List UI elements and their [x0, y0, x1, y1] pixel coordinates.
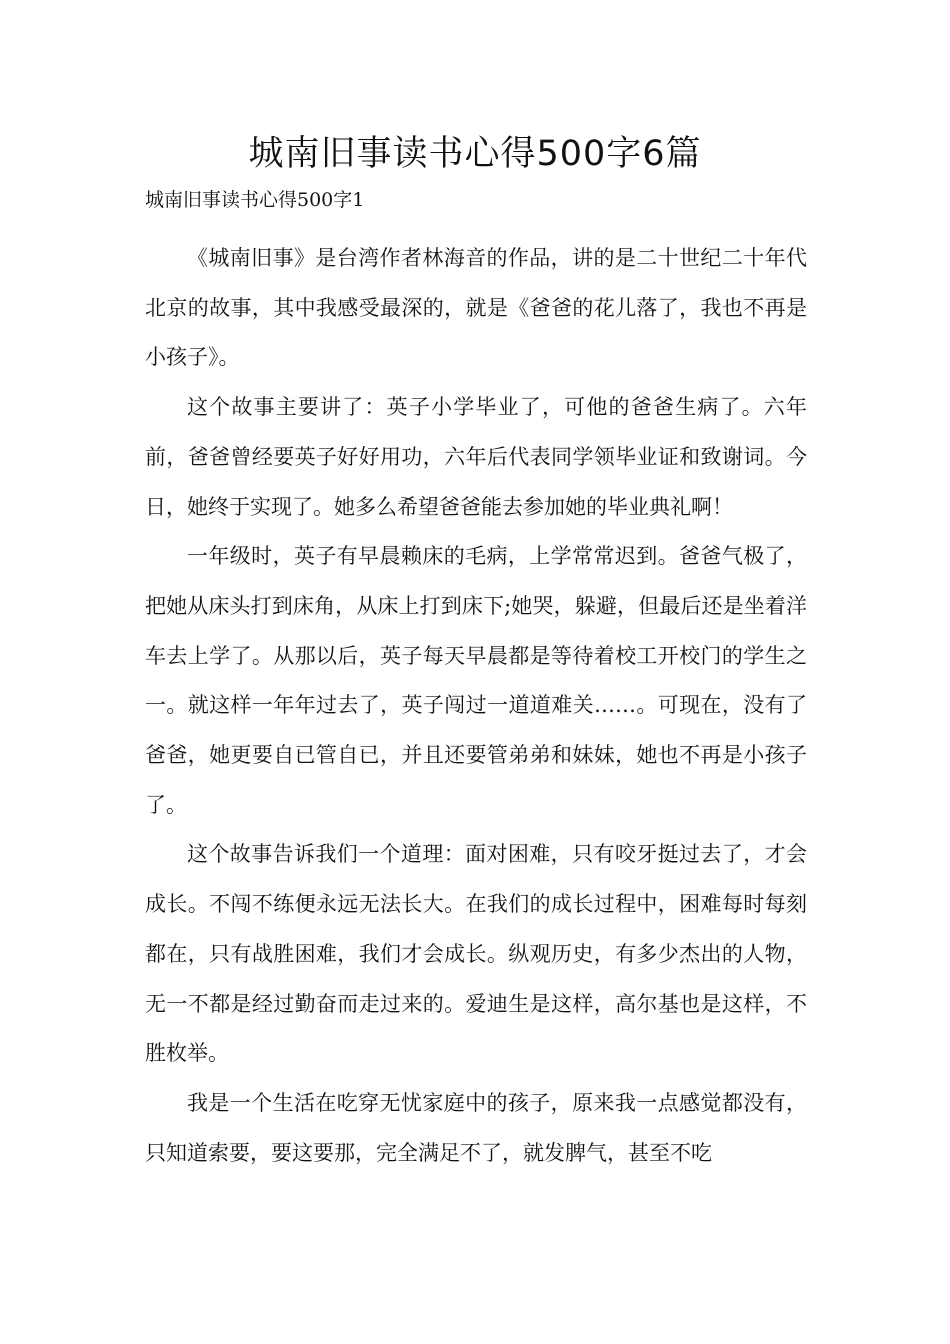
- paragraph-2: 这个故事主要讲了：英子小学毕业了，可他的爸爸生病了。六年前，爸爸曾经要英子好好用功，六年后代表同学领毕业证和致谢词。今日，她终于实现了。她多么希望爸爸能去参加她的毕业典礼啊！: [145, 395, 807, 519]
- document-body: [145, 234, 807, 1178]
- paragraph-1: 《城南旧事》是台湾作者林海音的作品，讲的是二十世纪二十年代北京的故事，其中我感受最深的，就是《爸爸的花儿落了，我也不再是小孩子》。: [145, 246, 807, 370]
- paragraph-5: 我是一个生活在吃穿无忧家庭中的孩子，原来我一点感觉都没有，只知道索要，要这要那，完全满足不了，就发脾气，甚至不吃: [145, 1090, 807, 1165]
- paragraph-4: 这个故事告诉我们一个道理：面对困难，只有咬牙挺过去了，才会成长。不闯不练便永远无法长大。在我们的成长过程中，困难每时每刻都在，只有战胜困难，我们才会成长。纵观历史，有多少杰出的人物，无一不都是经过勤奋而走过来的。爱迪生是这样，高尔基也是这样，不胜枚举。: [145, 842, 807, 1066]
- paragraph-3: 一年级时，英子有早晨赖床的毛病，上学常常迟到。爸爸气极了，把她从床头打到床角，从床上打到床下;她哭，躲避，但最后还是坐着洋车去上学了。从那以后，英子每天早晨都是等待着校工开校门的学生之一。就这样一年年过去了，英子闯过一道道难关……。可现在，没有了爸爸，她更要自已管自已，并且还要管弟弟和妹妹，她也不再是小孩子了。: [145, 544, 807, 817]
- section-heading: 城南旧事读书心得500字1: [145, 189, 365, 211]
- document-title: 城南旧事读书心得500字6篇: [248, 134, 702, 174]
